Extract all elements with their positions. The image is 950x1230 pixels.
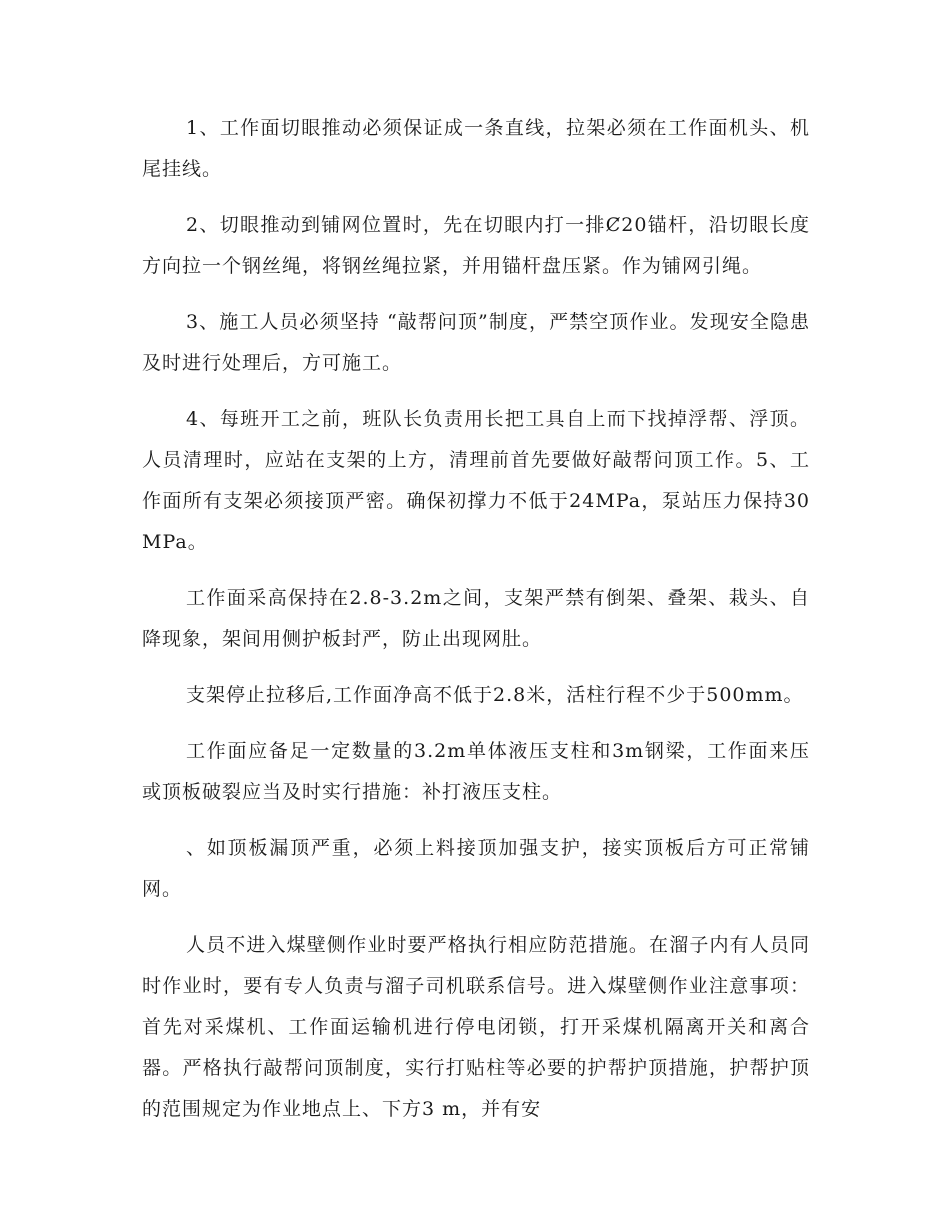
paragraph-8: 、如顶板漏顶严重，必须上料接顶加强支护，接实顶板后方可正常铺网。	[142, 837, 810, 900]
paragraph-4: 4、每班开工之前，班队长负责用长把工具自上而下找掉浮帮、浮顶。人员清理时，应站在支架的上方，清理前首先要做好敲帮问顶工作。5、工作面所有支架必须接顶严密。确保初撑力不低于24MPa，泵站压力保持30MPa。	[142, 408, 810, 553]
paragraph-9: 人员不进入煤壁侧作业时要严格执行相应防范措施。在溜子内有人员同时作业时，要有专人负责与溜子司机联系信号。进入煤壁侧作业注意事项： 首先对采煤机、工作面运输机进行停电闭锁，打开采煤机隔离开关和离合器。严格执行敲帮问顶制度，实行打贴柱等必要的护帮护顶措施，护帮护顶的范围规定为作业地点上、下方3 m，并有安	[142, 934, 810, 1120]
paragraph-6: 支架停止拉移后,工作面净高不低于2.8米，活柱行程不少于500mm。	[186, 684, 804, 706]
paragraph-1: 1、工作面切眼推动必须保证成一条直线，拉架必须在工作面机头、机尾挂线。	[142, 117, 810, 180]
paragraph-3: 3、施工人员必须坚持 “敲帮问顶”制度，严禁空顶作业。发现安全隐患及时进行处理后，方可施工。	[142, 311, 810, 374]
paragraph-2: 2、切眼推动到铺网位置时，先在切眼内打一排Ȼ20锚杆，沿切眼长度方向拉一个钢丝绳，将钢丝绳拉紧，并用锚杆盘压紧。作为铺网引绳。	[142, 214, 810, 277]
paragraph-7: 工作面应备足一定数量的3.2m单体液压支柱和3m钢梁，工作面来压或顶板破裂应当及时实行措施：补打液压支柱。	[142, 740, 810, 803]
paragraph-5: 工作面采高保持在2.8-3.2m之间，支架严禁有倒架、叠架、栽头、自降现象，架间用侧护板封严，防止出现网肚。	[142, 587, 810, 650]
document-body	[142, 108, 810, 1145]
